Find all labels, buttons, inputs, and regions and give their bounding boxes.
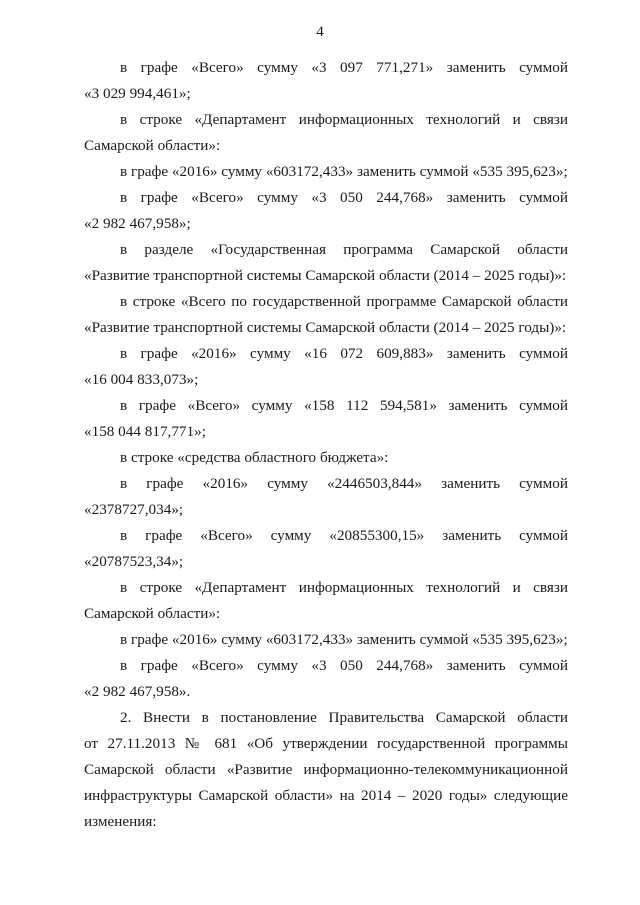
text-line: в строке «Департамент информационных технологий и связи: [120, 579, 568, 596]
text-line: «2 982 467,958»;: [84, 215, 191, 232]
text-line: в строке «Всего по государственной программе Самарской области: [120, 293, 568, 310]
text-line: инфраструктуры Самарской области» на 2014 – 2020 годы» следующие: [84, 787, 568, 804]
text-line: в графе «Всего» сумму «3 050 244,768» заменить суммой: [120, 657, 568, 674]
document-body: [84, 55, 568, 835]
text-line: в строке «Департамент информационных технологий и связи: [120, 111, 568, 128]
text-line: в графе «2016» сумму «2446503,844» заменить суммой: [120, 475, 568, 492]
text-line: Самарской области «Развитие информационно-телекоммуникационной: [84, 761, 568, 778]
text-line: «Развитие транспортной системы Самарской области (2014 – 2025 годы)»:: [84, 319, 567, 336]
text-line: в графе «Всего» сумму «158 112 594,581» заменить суммой: [120, 397, 568, 414]
text-line: изменения:: [84, 813, 157, 830]
text-line: «20787523,34»;: [84, 553, 184, 570]
text-line: в графе «Всего» сумму «3 050 244,768» заменить суммой: [120, 189, 568, 206]
text-line: «158 044 817,771»;: [84, 423, 206, 440]
text-line: в графе «2016» сумму «603172,433» заменить суммой «535 395,623»;: [120, 631, 568, 648]
text-line: Самарской области»:: [84, 605, 221, 622]
text-line: 2. Внести в постановление Правительства Самарской области: [120, 709, 568, 726]
text-line: в графе «2016» сумму «16 072 609,883» заменить суммой: [120, 345, 568, 362]
text-line: в разделе «Государственная программа Самарской области: [120, 241, 568, 258]
text-line: в строке «средства областного бюджета»:: [120, 449, 389, 466]
text-line: в графе «2016» сумму «603172,433» заменить суммой «535 395,623»;: [120, 163, 568, 180]
text-line: в графе «Всего» сумму «20855300,15» заменить суммой: [120, 527, 568, 544]
text-line: «16 004 833,073»;: [84, 371, 199, 388]
text-line: от 27.11.2013 № 681 «Об утверждении государственной программы: [84, 735, 568, 752]
text-line: «2 982 467,958».: [84, 683, 191, 700]
text-line: «Развитие транспортной системы Самарской области (2014 – 2025 годы)»:: [84, 267, 567, 284]
text-line: Самарской области»:: [84, 137, 221, 154]
text-line: «2378727,034»;: [84, 501, 184, 518]
text-line: «3 029 994,461»;: [84, 85, 191, 102]
page-number: 4: [316, 24, 324, 40]
text-line: в графе «Всего» сумму «3 097 771,271» заменить суммой: [120, 59, 568, 76]
